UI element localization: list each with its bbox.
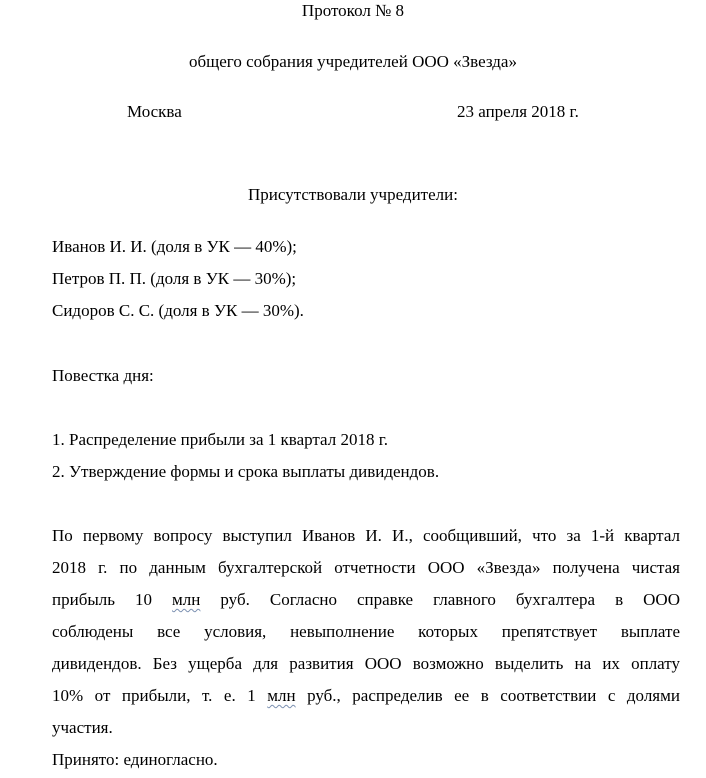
- agenda-item: 1. Распределение прибыли за 1 квартал 2018 г.: [52, 430, 389, 449]
- decision-text: Принято: единогласно.: [52, 750, 218, 769]
- paragraph-line: участия.: [52, 718, 113, 737]
- document-title: Протокол № 8: [301, 1, 405, 20]
- spellcheck-marked-word: млн: [172, 590, 201, 609]
- attendee-item: Иванов И. И. (доля в УК — 40%);: [52, 237, 297, 256]
- paragraph-line: [52, 686, 680, 706]
- agenda-heading: Повестка дня:: [52, 366, 154, 385]
- agenda-item: 2. Утверждение формы и срока выплаты дивидендов.: [52, 462, 440, 481]
- spellcheck-marked-word: млн: [267, 686, 296, 705]
- paragraph-line: [52, 590, 680, 610]
- document-subtitle: общего собрания учредителей ООО «Звезда»: [189, 52, 517, 71]
- attendee-item: Петров П. П. (доля в УК — 30%);: [52, 269, 297, 288]
- paragraph-line: дивидендов. Без ущерба для развития ООО возможно выделить на их оплату: [52, 654, 680, 673]
- paragraph-line: 2018 г. по данным бухгалтерской отчетности ООО «Звезда» получена чистая: [52, 558, 680, 577]
- attendee-item: Сидоров С. С. (доля в УК — 30%).: [52, 301, 304, 320]
- paragraph-text: руб. Согласно справке главного бухгалтера в ООО: [200, 590, 680, 609]
- paragraph-line: соблюдены все условия, невыполнение которых препятствует выплате: [52, 622, 680, 641]
- paragraph-text: 10% от прибыли, т. е. 1: [52, 686, 268, 705]
- attendees-heading: Присутствовали учредители:: [248, 185, 458, 204]
- paragraph-text: прибыль 10: [52, 590, 173, 609]
- meeting-city: Москва: [127, 102, 182, 121]
- paragraph-line: По первому вопросу выступил Иванов И. И., сообщивший, что за 1-й квартал: [52, 526, 680, 545]
- meeting-date: 23 апреля 2018 г.: [457, 102, 579, 121]
- paragraph-text: руб., распределив ее в соответствии с долями: [295, 686, 680, 705]
